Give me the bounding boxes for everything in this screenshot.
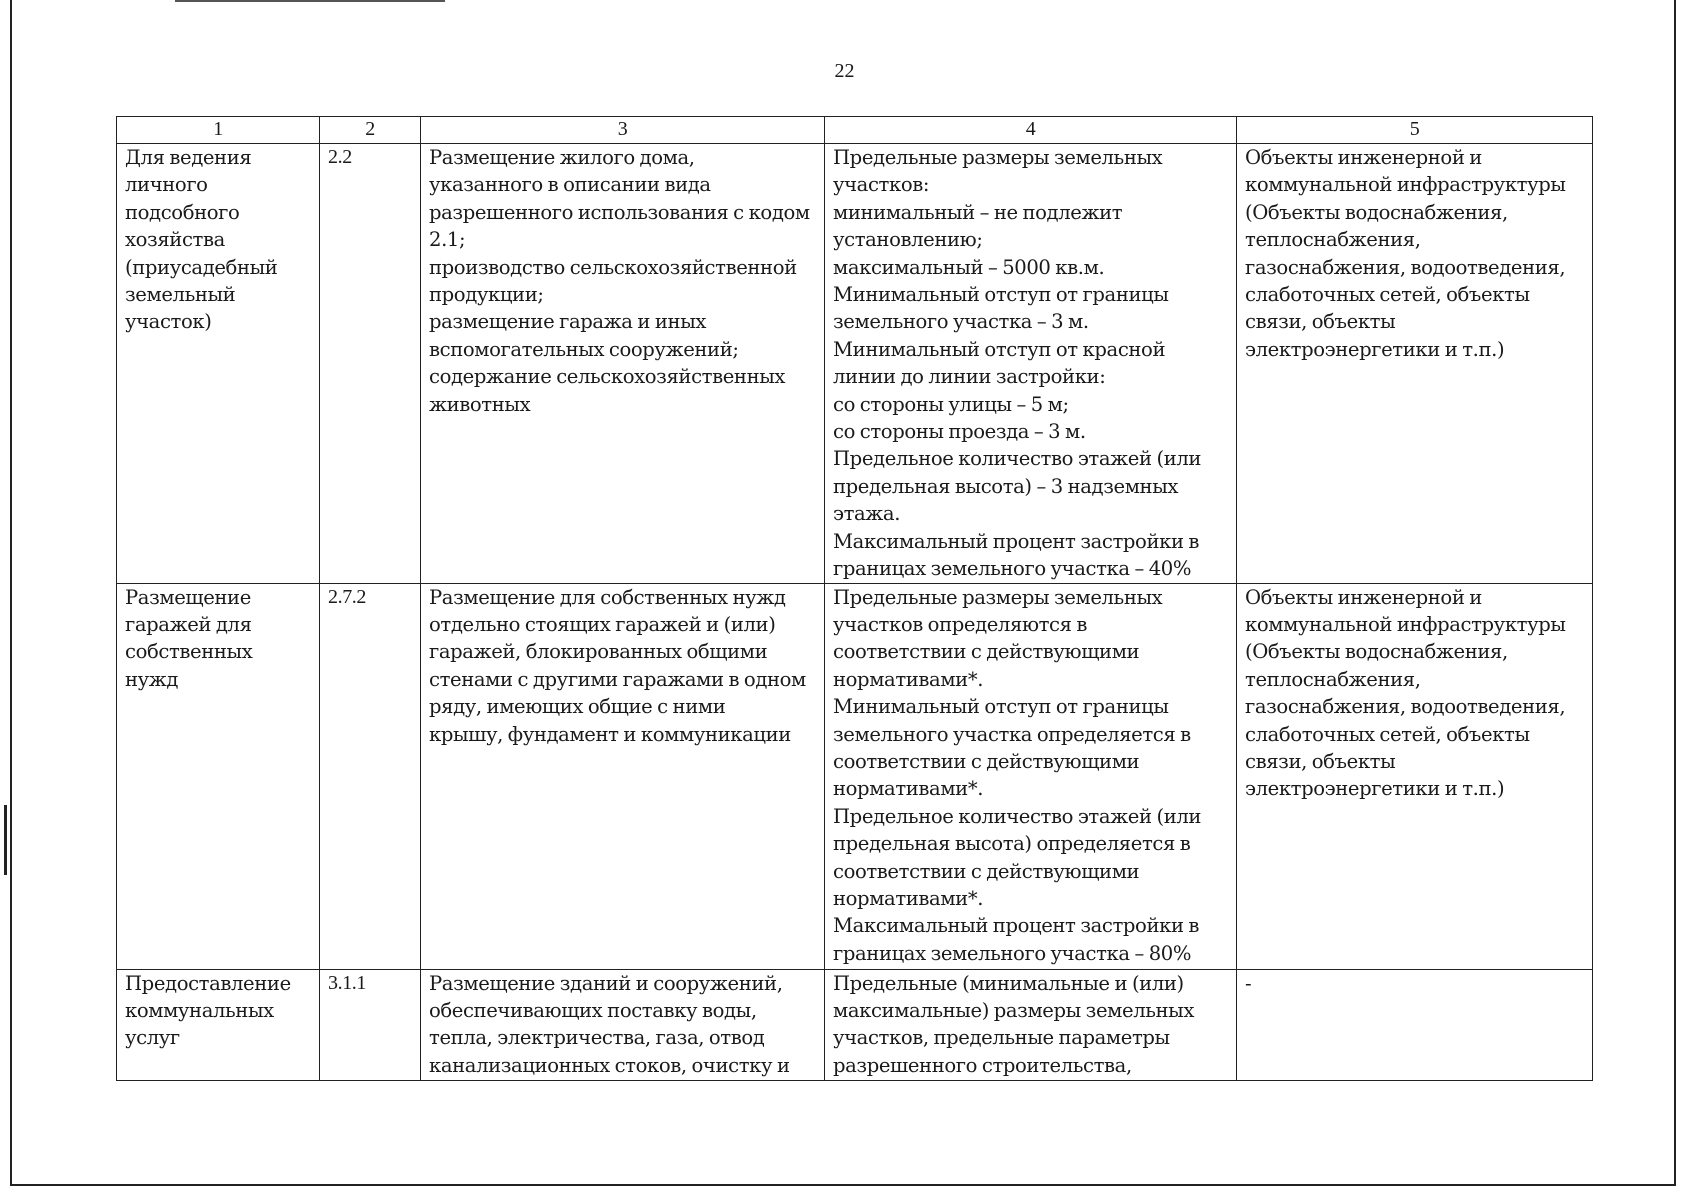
text-line: коммунальной инфраструктуры (1245, 173, 1566, 197)
table-row (117, 583, 1593, 969)
text-line: хозяйства (125, 228, 225, 252)
text-line: коммунальных (125, 998, 274, 1022)
text-line: крышу, фундамент и коммуникации (429, 722, 791, 746)
text-line: Для ведения (125, 146, 252, 169)
text-line: предельная высота) – 3 надземных (833, 474, 1179, 498)
land-use-description-cell (421, 144, 825, 584)
text-line: установлению; (833, 228, 983, 252)
text-line: газоснабжения, водоотведения, (1245, 255, 1566, 279)
text-line: участков, предельные параметры (833, 1026, 1170, 1050)
text-line: земельный (125, 283, 236, 307)
column-header: 1 (117, 117, 320, 144)
text-line: соответствии с действующими (833, 749, 1140, 773)
land-use-code-cell: 2.2 (320, 144, 421, 584)
text-line: Предельное количество этажей (или (833, 447, 1202, 471)
text-line: коммунальной инфраструктуры (1245, 612, 1566, 636)
text-line: максимальный – 5000 кв.м. (833, 255, 1105, 279)
land-use-parameters-cell (825, 144, 1237, 584)
land-use-description-cell (421, 583, 825, 969)
text-line: нормативами*. (833, 667, 984, 691)
scan-artifact-line (175, 0, 445, 2)
text-line: участок) (125, 310, 212, 334)
text-line: (Объекты водоснабжения, (1245, 640, 1508, 664)
text-line: Предельные размеры земельных (833, 146, 1163, 169)
table-header-row (117, 117, 1593, 144)
text-line: участков: (833, 173, 930, 197)
text-line: Размещение (125, 585, 251, 609)
text-line: Максимальный процент застройки в (833, 529, 1200, 553)
scan-artifact-mark (4, 805, 7, 875)
land-use-name-cell (117, 969, 320, 1080)
text-line: электроэнергетики и т.п.) (1245, 777, 1505, 801)
text-line: гаражей для (125, 612, 252, 636)
text-line: теплоснабжения, (1245, 228, 1421, 252)
land-use-code-cell: 2.7.2 (320, 583, 421, 969)
text-line: производство сельскохозяйственной (429, 255, 797, 279)
text-line: Размещение жилого дома, (429, 146, 695, 169)
land-use-table (116, 116, 1593, 1081)
text-line: Объекты инженерной и (1245, 146, 1482, 169)
text-line: гаражей, блокированных общими (429, 640, 768, 664)
text-line: связи, объекты (1245, 749, 1396, 773)
text-line: содержание сельскохозяйственных (429, 365, 786, 389)
text-line: услуг (125, 1026, 180, 1050)
text-line: 2.1; (429, 228, 466, 252)
text-line: ряду, имеющих общие с ними (429, 695, 726, 719)
text-line: соответствии с действующими (833, 859, 1140, 883)
text-line: Объекты инженерной и (1245, 585, 1482, 609)
text-line: отдельно стоящих гаражей и (или) (429, 612, 776, 636)
text-line: со стороны проезда – 3 м. (833, 420, 1086, 444)
text-line: границах земельного участка – 40% (833, 557, 1192, 581)
text-line: Предельное количество этажей (или (833, 804, 1202, 828)
text-line: связи, объекты (1245, 310, 1396, 334)
text-line: теплоснабжения, (1245, 667, 1421, 691)
text-line: Минимальный отступ от границы (833, 695, 1169, 719)
auxiliary-uses-cell (1237, 583, 1593, 969)
text-line: земельного участка – 3 м. (833, 310, 1089, 334)
text-line: этажа. (833, 502, 901, 526)
text-line: нужд (125, 667, 179, 691)
auxiliary-uses-cell (1237, 144, 1593, 584)
text-line: указанного в описании вида (429, 173, 711, 197)
text-line: газоснабжения, водоотведения, (1245, 695, 1566, 719)
land-use-parameters-cell (825, 969, 1237, 1080)
text-line: Размещение зданий и сооружений, (429, 971, 783, 995)
text-line: нормативами*. (833, 886, 984, 910)
text-line: слаботочных сетей, объекты (1245, 722, 1530, 746)
column-header: 4 (825, 117, 1237, 144)
land-use-code-cell: 3.1.1 (320, 969, 421, 1080)
text-line: Предельные (минимальные и (или) (833, 971, 1184, 995)
land-use-name-cell (117, 583, 320, 969)
text-line: Минимальный отступ от красной (833, 337, 1166, 361)
land-use-name-cell (117, 144, 320, 584)
text-line: Предоставление (125, 971, 291, 995)
text-line: участков определяются в (833, 612, 1088, 636)
text-line: Минимальный отступ от границы (833, 283, 1169, 307)
text-line: границах земельного участка – 80% (833, 941, 1192, 965)
land-use-description-cell (421, 969, 825, 1080)
column-header: 5 (1237, 117, 1593, 144)
text-line: животных (429, 392, 531, 416)
text-line: земельного участка определяется в (833, 722, 1191, 746)
text-line: тепла, электричества, газа, отвод (429, 1026, 765, 1050)
text-line: (приусадебный (125, 255, 278, 279)
text-line: электроэнергетики и т.п.) (1245, 337, 1505, 361)
text-line: собственных (125, 640, 253, 664)
text-line: со стороны улицы – 5 м; (833, 392, 1069, 416)
text-line: - (1245, 971, 1252, 995)
text-line: вспомогательных сооружений; (429, 337, 739, 361)
text-line: продукции; (429, 283, 544, 307)
table-row (117, 144, 1593, 584)
column-header: 3 (421, 117, 825, 144)
text-line: минимальный – не подлежит (833, 200, 1123, 224)
text-line: (Объекты водоснабжения, (1245, 200, 1508, 224)
text-line: канализационных стоков, очистку и (429, 1053, 790, 1077)
text-line: предельная высота) определяется в (833, 832, 1191, 856)
text-line: разрешенного строительства, (833, 1053, 1132, 1077)
text-line: максимальные) размеры земельных (833, 998, 1195, 1022)
text-line: Максимальный процент застройки в (833, 914, 1200, 938)
page-number: 22 (834, 60, 855, 82)
text-line: Предельные размеры земельных (833, 585, 1163, 609)
text-line: Размещение для собственных нужд (429, 585, 786, 609)
table-row (117, 969, 1593, 1080)
text-line: линии до линии застройки: (833, 365, 1106, 389)
text-line: обеспечивающих поставку воды, (429, 998, 757, 1022)
text-line: подсобного (125, 200, 240, 224)
auxiliary-uses-cell (1237, 969, 1593, 1080)
text-line: слаботочных сетей, объекты (1245, 283, 1530, 307)
column-header: 2 (320, 117, 421, 144)
text-line: стенами с другими гаражами в одном (429, 667, 806, 691)
text-line: размещение гаража и иных (429, 310, 707, 334)
text-line: личного (125, 173, 208, 197)
text-line: разрешенного использования с кодом (429, 200, 810, 224)
land-use-parameters-cell (825, 583, 1237, 969)
text-line: нормативами*. (833, 777, 984, 801)
text-line: соответствии с действующими (833, 640, 1140, 664)
